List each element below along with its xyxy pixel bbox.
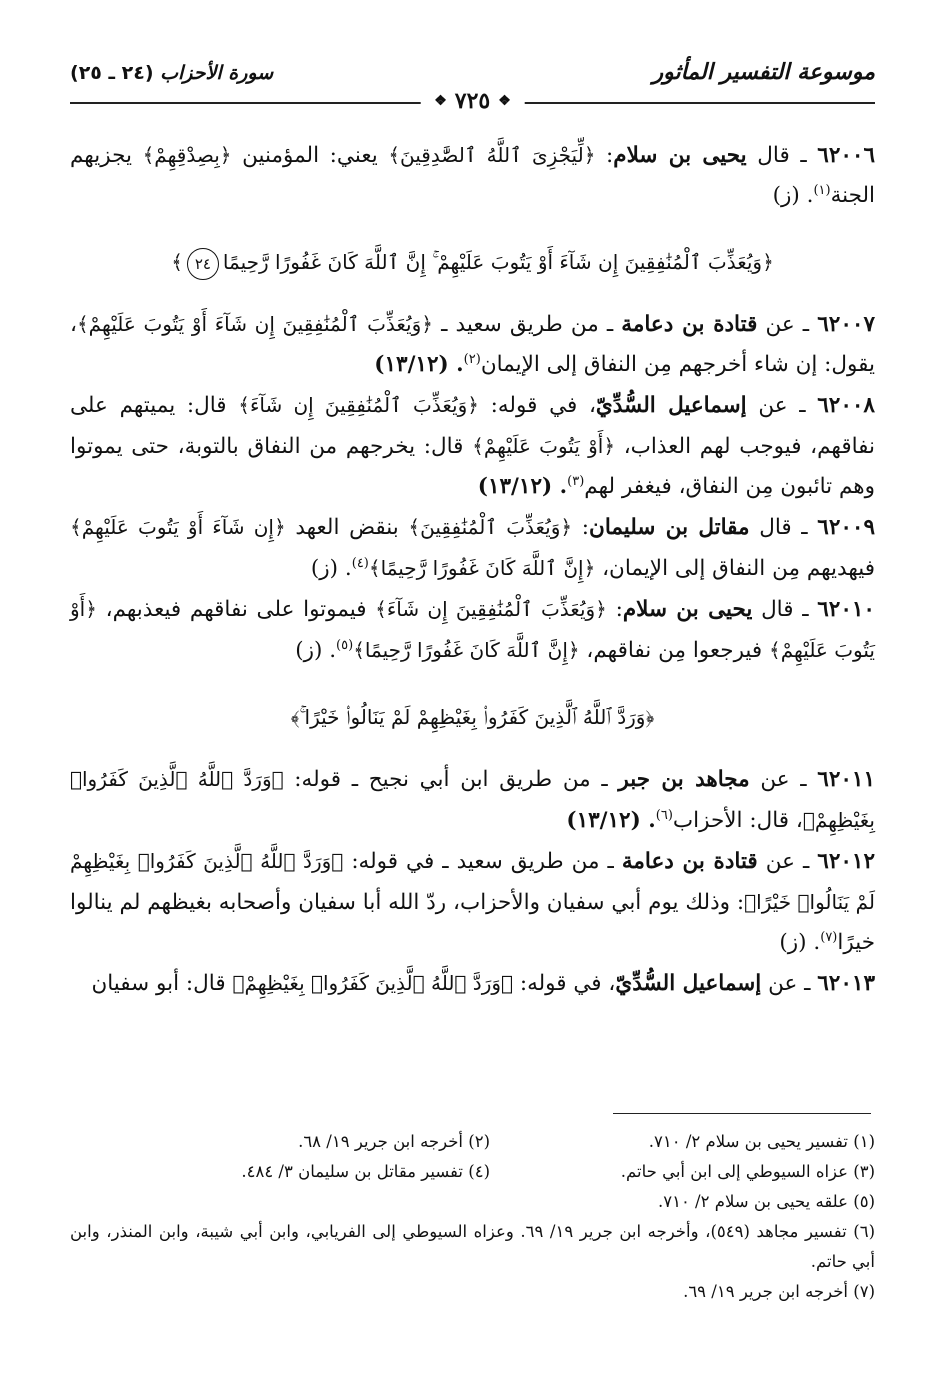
narration-number: ٦٢٠٠٦ xyxy=(817,143,876,168)
narrator-name: قتادة بن دعامة xyxy=(621,312,758,337)
verse-range: (٢٤ ـ ٢٥) xyxy=(70,62,154,84)
cross-reference: . (١٣/١٢) xyxy=(374,352,464,377)
narration-number: ٦٢٠١١ xyxy=(817,767,876,792)
footnote-5: (٥) علقه يحيى بن سلام ٢/ ٧١٠. xyxy=(657,1192,875,1211)
cross-reference: . (١٣/١٢) xyxy=(477,474,568,499)
quran-quote: ﴿وَيُعَذِّبَ ٱلْمُنَٰفِقِينَ﴾ xyxy=(408,515,573,539)
surah-header xyxy=(70,62,273,84)
narration-62008: ٦٢٠٠٨ ـ عن إسماعيل السُّدِّيّ، في قوله: ﴿وَيُعَذِّبَ ٱلْمُنَٰفِقِينَ إِن شَآءَ﴾ قال: يميتهم على نفاقهم، فيوجب لهم العذاب، ﴿أَوْ يَتُوبَ عَلَيْهِمْ﴾ قال: يخرجهم من النفاق بالتوبة، حتى يموتوا وهم تائبون مِن النفاق، فيغفر لهم$^{(٣)}$. (١٣/١٢) xyxy=(70,393,876,499)
narration-number: ٦٢٠٠٨ xyxy=(817,393,875,418)
ayah-number-mark: ٢٤ xyxy=(187,248,219,280)
quran-quote: ﴿بِصِدْقِهِمْ﴾ xyxy=(142,143,232,167)
narrator-name: إسماعيل السُّدِّيّ xyxy=(615,971,762,996)
narration-number: ٦٢٠١٠ xyxy=(817,597,875,622)
narration-62013: ٦٢٠١٣ ـ عن إسماعيل السُّدِّيّ، في قوله: ﴿وَرَدَّ ٱللَّهُ ٱلَّذِينَ كَفَرُوا۟ بِغَيْظِهِمْ﴾ قال: أبو سفيان xyxy=(91,971,875,996)
footnote-marker[interactable]: (٣) xyxy=(567,473,585,489)
footnote-2: (٢) أخرجه ابن جرير ١٩/ ٦٨. xyxy=(298,1132,490,1151)
footnote-6: (٦) تفسير مجاهد (٥٤٩)، وأخرجه ابن جرير ١٩/ ٦٩. وعزاه السيوطي إلى الفريابي، وابن أبي شيبة، وابن المنذر، وابن أبي حاتم. xyxy=(70,1222,876,1271)
narration-62009: ٦٢٠٠٩ ـ قال مقاتل بن سليمان: ﴿وَيُعَذِّبَ ٱلْمُنَٰفِقِينَ﴾ بنقض العهد ﴿إِن شَآءَ أَوْ يَتُوبَ عَلَيْهِمْ﴾ فيهديهم مِن النفاق إلى الإيمان، ﴿إِنَّ ٱللَّهَ كَانَ غَفُورًا رَّحِيمًا﴾$^{(٤)}$. (ز) xyxy=(70,515,876,581)
quran-quote: ﴿وَرَدَّ ٱللَّهُ ٱلَّذِينَ كَفَرُوا۟ بِغَيْظِهِمْ﴾ xyxy=(232,971,514,995)
ornament-icon: ❖ xyxy=(498,93,511,109)
narration-62007: ٦٢٠٠٧ ـ عن قتادة بن دعامة ـ من طريق سعيد ـ ﴿وَيُعَذِّبَ ٱلْمُنَٰفِقِينَ إِن شَآءَ أَوْ يَتُوبَ عَلَيْهِمْ﴾، يقول: إن شاء أخرجهم مِن النفاق إلى الإيمان$^{(٢)}$. (١٣/١٢) xyxy=(70,312,875,377)
footnotes xyxy=(70,1127,875,1307)
footnote-marker[interactable]: (٥) xyxy=(336,637,354,653)
main-text xyxy=(70,135,875,1004)
footnote-marker[interactable]: (٦) xyxy=(655,807,673,823)
quran-quote: ﴿أَوْ يَتُوبَ عَلَيْهِمْ﴾ xyxy=(70,597,875,662)
narrator-name: مقاتل بن سليمان xyxy=(589,515,750,540)
narrator-name: يحيى بن سلام xyxy=(622,597,753,622)
page-number: ٧٢٥ xyxy=(454,88,491,114)
footnote-separator xyxy=(613,1113,871,1114)
narration-62010: ٦٢٠١٠ ـ قال يحيى بن سلام: ﴿وَيُعَذِّبَ ٱلْمُنَٰفِقِينَ إِن شَآءَ﴾ فيموتوا على نفاقهم فيعذبهم، ﴿أَوْ يَتُوبَ عَلَيْهِمْ﴾ فيرجعوا مِن نفاقهم، ﴿إِنَّ ٱللَّهَ كَانَ غَفُورًا رَّحِيمًا﴾$^{(٥)}$. (ز) xyxy=(70,597,875,663)
narration-number: ٦٢٠١٢ xyxy=(817,849,876,874)
narration-62012: ٦٢٠١٢ ـ عن قتادة بن دعامة ـ من طريق سعيد ـ في قوله: ﴿وَرَدَّ ٱللَّهُ ٱلَّذِينَ كَفَرُوا۟ بِغَيْظِهِمْ لَمْ يَنَالُوا۟ خَيْرًا﴾: وذلك يوم أبي سفيان والأحزاب، ردّ الله أبا سفيان وأصحابه بغيظهم لم ينالوا خيرًا$^{(٧)}$. (ز) xyxy=(70,849,876,955)
narrator-name: يحيى بن سلام xyxy=(613,143,747,168)
quran-quote: ﴿وَرَدَّ ٱللَّهُ ٱلَّذِينَ كَفَرُوا۟ بِغَيْظِهِمْ﴾ xyxy=(70,767,875,832)
footnote-1: (١) تفسير يحيى بن سلام ٢/ ٧١٠. xyxy=(648,1132,875,1151)
narration-62006: ٦٢٠٠٦ ـ قال يحيى بن سلام: ﴿لِّيَجْزِىَ ٱللَّهُ ٱلصَّٰدِقِينَ﴾ يعني: المؤمنين ﴿بِصِدْقِهِمْ﴾ يجزيهم الجنة$^{(١)}$. (ز) xyxy=(70,143,876,208)
verse-heading-24: ﴿وَيُعَذِّبَ ٱلْمُنَٰفِقِينَ إِن شَآءَ أَوْ يَتُوبَ عَلَيْهِمْ ۚ إِنَّ ٱللَّهَ كَانَ غَفُورًا رَّحِيمًا٢٤﴾ xyxy=(70,242,875,282)
footnote-3: (٣) عزاه السيوطي إلى ابن أبي حاتم. xyxy=(620,1162,875,1181)
narration-62011: ٦٢٠١١ ـ عن مجاهد بن جبر ـ من طريق ابن أبي نجيح ـ قوله: ﴿وَرَدَّ ٱللَّهُ ٱلَّذِينَ كَفَرُوا۟ بِغَيْظِهِمْ﴾، قال: الأحزاب$^{(٦)}$. (١٣/١٢) xyxy=(70,767,876,833)
narration-number: ٦٢٠١٣ xyxy=(817,971,875,996)
page-header xyxy=(70,58,875,120)
cross-reference: . (١٣/١٢) xyxy=(566,808,656,833)
narrator-name: إسماعيل السُّدِّيّ xyxy=(595,393,747,418)
footnote-marker[interactable]: (٧) xyxy=(820,929,838,945)
quran-quote: ﴿وَيُعَذِّبَ ٱلْمُنَٰفِقِينَ إِن شَآءَ﴾ xyxy=(375,597,607,621)
narrator-name: قتادة بن دعامة xyxy=(621,849,758,874)
quran-quote: ﴿أَوْ يَتُوبَ عَلَيْهِمْ﴾ xyxy=(472,434,616,458)
narrator-name: مجاهد بن جبر xyxy=(618,767,750,792)
footnote-marker[interactable]: (٢) xyxy=(463,351,481,367)
surah-name: سورة الأحزاب xyxy=(160,62,274,84)
page-number-box xyxy=(420,88,525,114)
quran-quote: ﴿إِنَّ ٱللَّهَ كَانَ غَفُورًا رَّحِيمًا﴾ xyxy=(368,556,596,580)
ornament-icon: ❖ xyxy=(434,93,447,109)
quran-quote: ﴿وَيُعَذِّبَ ٱلْمُنَٰفِقِينَ إِن شَآءَ أَوْ يَتُوبَ عَلَيْهِمْ﴾ xyxy=(76,312,433,336)
quran-quote: ﴿إِن شَآءَ أَوْ يَتُوبَ عَلَيْهِمْ﴾ xyxy=(70,515,286,539)
narration-number: ٦٢٠٠٩ xyxy=(817,515,876,540)
verse-heading-25: ﴿وَرَدَّ ٱللَّهُ ٱلَّذِينَ كَفَرُوا۟ بِغَيْظِهِمْ لَمْ يَنَالُوا۟ خَيْرًا ۚ﴾ xyxy=(290,705,655,729)
quran-quote: ﴿إِنَّ ٱللَّهَ كَانَ غَفُورًا رَّحِيمًا﴾ xyxy=(353,638,580,662)
footnote-7: (٧) أخرجه ابن جرير ١٩/ ٦٩. xyxy=(683,1282,875,1301)
footnote-marker[interactable]: (٤) xyxy=(351,555,369,571)
narration-number: ٦٢٠٠٧ xyxy=(817,312,875,337)
quran-quote: ﴿وَرَدَّ ٱللَّهُ ٱلَّذِينَ كَفَرُوا۟ بِغَيْظِهِمْ لَمْ يَنَالُوا۟ خَيْرًا﴾ xyxy=(70,849,875,914)
quran-quote: ﴿لِّيَجْزِىَ ٱللَّهُ ٱلصَّٰدِقِينَ﴾ xyxy=(388,143,596,167)
quran-quote: ﴿وَيُعَذِّبَ ٱلْمُنَٰفِقِينَ إِن شَآءَ﴾ xyxy=(238,393,479,417)
footnote-4: (٤) تفسير مقاتل بن سليمان ٣/ ٤٨٤. xyxy=(241,1162,490,1181)
footnote-marker[interactable]: (١) xyxy=(813,182,831,198)
book-title: موسوعة التفسير المأثور xyxy=(652,60,875,85)
